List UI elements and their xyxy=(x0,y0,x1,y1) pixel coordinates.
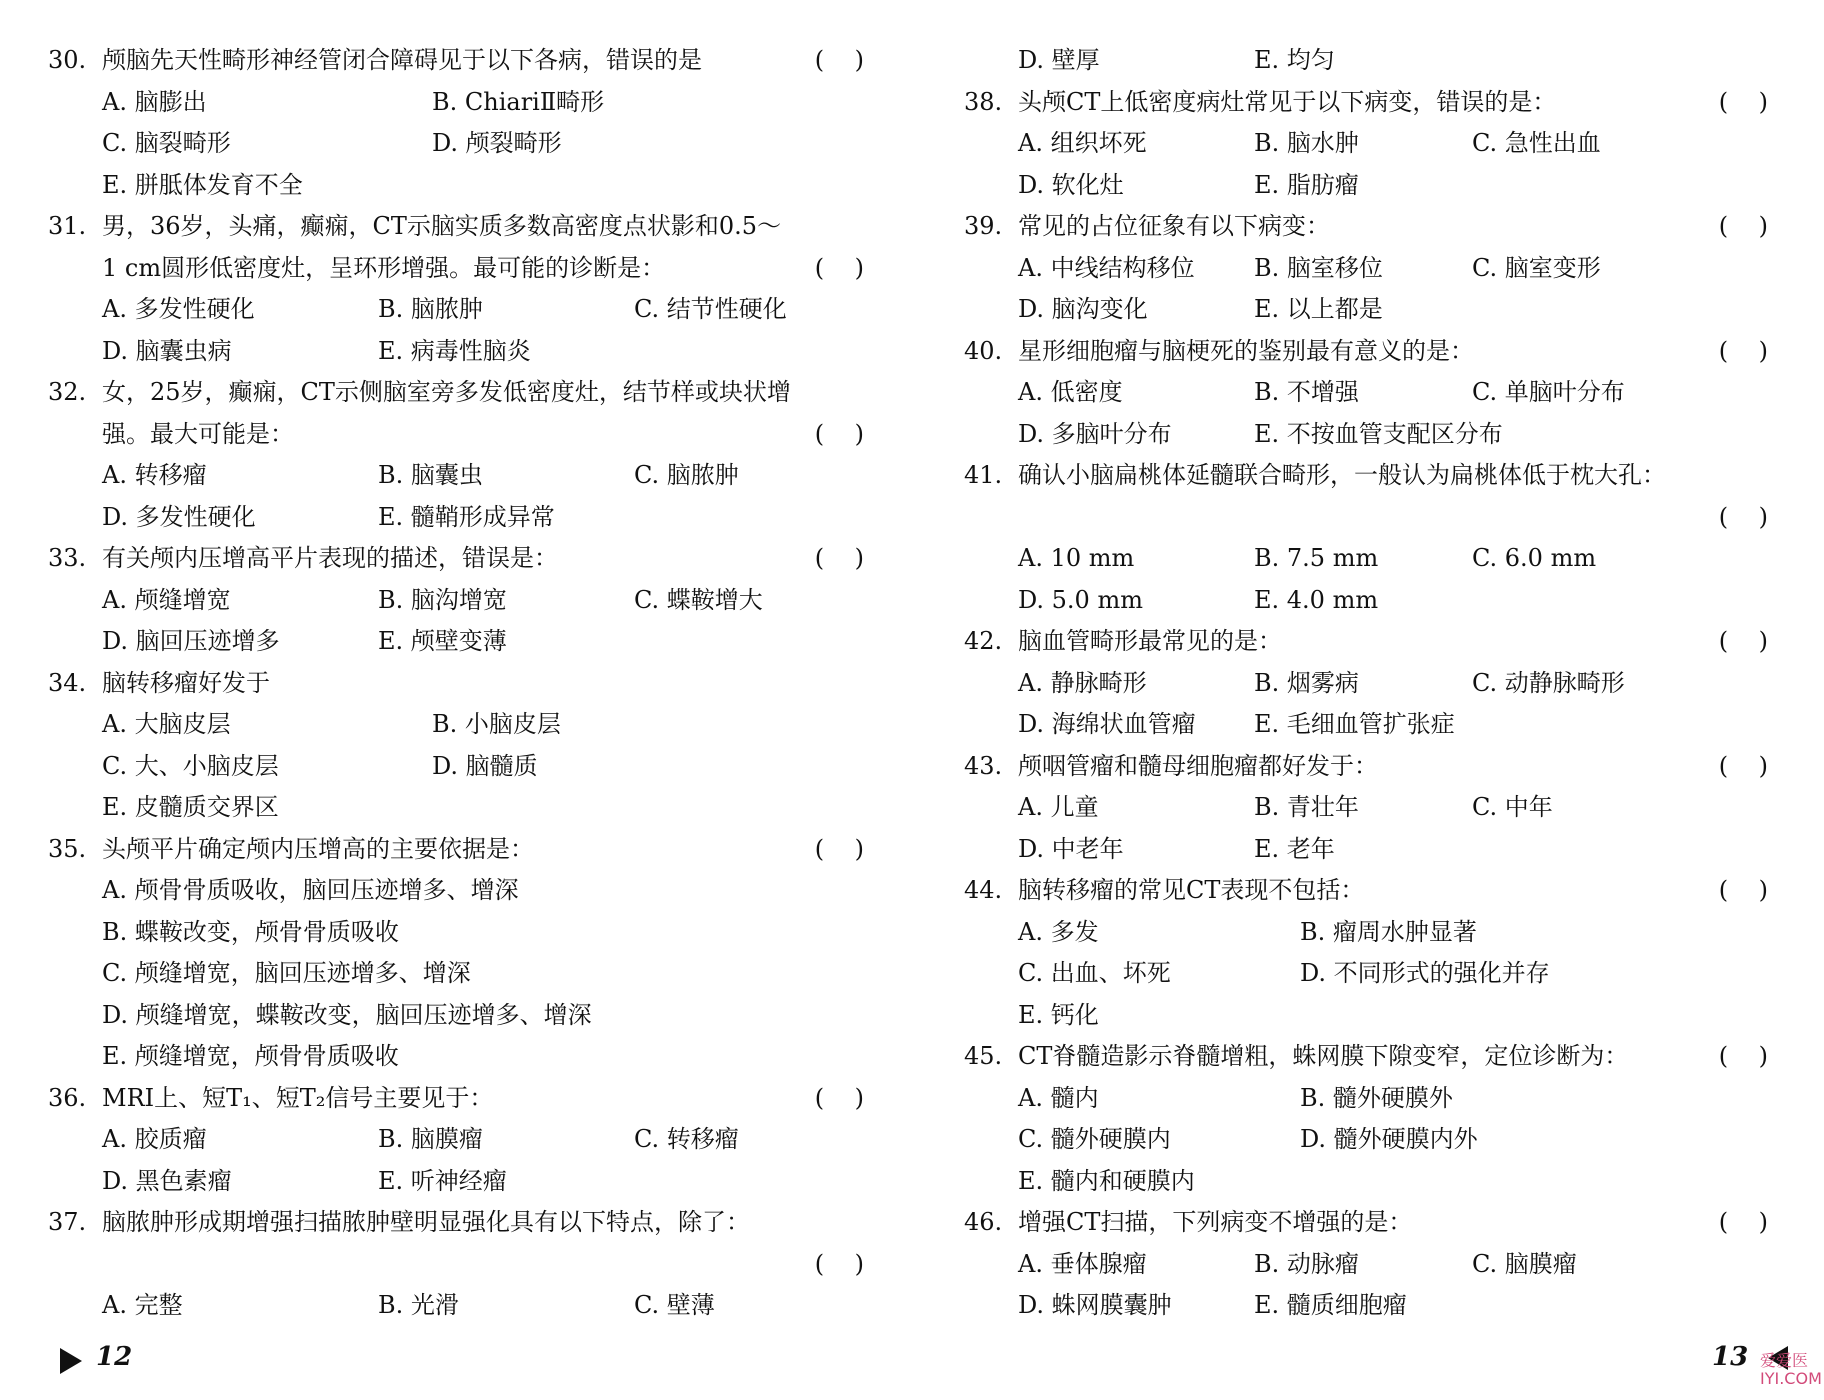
answer-option: E. 4.0 mm xyxy=(1254,585,1379,614)
answer-option: D. 多发性硬化 xyxy=(102,502,256,531)
options-line xyxy=(964,1161,1784,1203)
answer-option: B. 髓外硬膜外 xyxy=(1300,1083,1453,1112)
question-number: 45. xyxy=(964,1042,1003,1070)
question-number: 46. xyxy=(964,1208,1003,1236)
options-line xyxy=(48,870,888,912)
question-text: 头颅CT上低密度病灶常见于以下病变，错误的是： xyxy=(1018,87,1557,116)
options-line xyxy=(48,497,888,539)
options-line xyxy=(48,580,888,622)
options-line xyxy=(48,746,888,788)
answer-option: A. 转移瘤 xyxy=(102,461,207,489)
answer-option: B. 动脉瘤 xyxy=(1254,1249,1359,1278)
answer-option: B. 小脑皮层 xyxy=(432,710,561,738)
question-continuation xyxy=(48,1244,888,1286)
options-line xyxy=(964,289,1784,331)
options-line xyxy=(964,995,1784,1037)
options-line xyxy=(964,372,1784,414)
answer-option: A. 低密度 xyxy=(1018,378,1123,406)
answer-option: B. 光滑 xyxy=(378,1291,459,1319)
answer-option: B. 蝶鞍改变，颅骨骨质吸收 xyxy=(102,917,399,946)
answer-option: D. 软化灶 xyxy=(1018,170,1124,199)
answer-bracket: ( ) xyxy=(1718,751,1768,780)
answer-option: A. 中线结构移位 xyxy=(1018,253,1195,282)
question-line xyxy=(964,82,1784,124)
answer-bracket: ( ) xyxy=(1718,627,1768,655)
answer-option: C. 脑膜瘤 xyxy=(1472,1249,1577,1278)
options-line xyxy=(48,331,888,373)
answer-option: A. 完整 xyxy=(102,1291,183,1319)
answer-option: C. 脑室变形 xyxy=(1472,253,1601,282)
answer-bracket: ( ) xyxy=(1718,1042,1768,1070)
question-text: 女，25岁，癫痫，CT示侧脑室旁多发低密度灶，结节样或块状增 xyxy=(102,378,791,406)
question-number: 43. xyxy=(964,751,1003,780)
answer-bracket: ( ) xyxy=(1718,502,1768,531)
answer-option: A. 静脉畸形 xyxy=(1018,668,1147,697)
answer-option: A. 多发 xyxy=(1018,917,1099,946)
answer-option: C. 单脑叶分布 xyxy=(1472,378,1625,406)
options-line xyxy=(964,40,1784,82)
answer-option: A. 颅骨骨质吸收，脑回压迹增多、增深 xyxy=(102,876,519,904)
watermark-logo xyxy=(1760,1352,1822,1388)
answer-option: D. 脑回压迹增多 xyxy=(102,627,280,655)
answer-option: E. 病毒性脑炎 xyxy=(378,336,531,365)
answer-bracket: ( ) xyxy=(1718,876,1768,904)
answer-option: C. 动静脉畸形 xyxy=(1472,668,1625,697)
question-line xyxy=(48,829,888,871)
question-number: 33. xyxy=(48,544,87,572)
answer-option: D. 蛛网膜囊肿 xyxy=(1018,1291,1172,1319)
answer-option: E. 老年 xyxy=(1254,834,1335,863)
answer-bracket: ( ) xyxy=(1718,87,1768,116)
right-question-column xyxy=(964,40,1784,1327)
answer-option: C. 结节性硬化 xyxy=(634,295,787,323)
question-line xyxy=(964,331,1784,373)
answer-option: D. 脑髓质 xyxy=(432,751,538,780)
answer-option: E. 听神经瘤 xyxy=(378,1166,507,1195)
answer-option: B. 7.5 mm xyxy=(1254,544,1379,572)
answer-option: B. 青壮年 xyxy=(1254,793,1359,821)
options-line xyxy=(964,1119,1784,1161)
question-number: 39. xyxy=(964,212,1003,240)
answer-option: B. 脑水肿 xyxy=(1254,129,1359,157)
answer-option: D. 中老年 xyxy=(1018,834,1124,863)
question-continuation xyxy=(48,248,888,290)
options-line xyxy=(964,538,1784,580)
question-line xyxy=(48,1078,888,1120)
options-line xyxy=(964,912,1784,954)
answer-bracket: ( ) xyxy=(814,1249,864,1278)
answer-option: D. 海绵状血管瘤 xyxy=(1018,710,1196,738)
question-text: CT脊髓造影示脊髓增粗，蛛网膜下隙变窄，定位诊断为： xyxy=(1018,1042,1629,1070)
answer-option: B. 脑囊虫 xyxy=(378,461,483,489)
watermark-top: 爱爱医 xyxy=(1760,1351,1809,1370)
options-line xyxy=(964,663,1784,705)
options-line xyxy=(48,123,888,165)
question-line xyxy=(48,1202,888,1244)
question-number: 36. xyxy=(48,1083,87,1112)
answer-option: B. 烟雾病 xyxy=(1254,668,1359,697)
answer-option: E. 以上都是 xyxy=(1254,295,1383,323)
answer-option: B. 脑脓肿 xyxy=(378,295,483,323)
options-line xyxy=(48,289,888,331)
answer-option: B. 脑沟增宽 xyxy=(378,585,507,614)
options-line xyxy=(964,580,1784,622)
right-page xyxy=(912,0,1824,1400)
question-text: 脑转移瘤好发于 xyxy=(102,668,270,697)
question-text: 确认小脑扁桃体延髓联合畸形，一般认为扁桃体低于枕大孔： xyxy=(1018,461,1666,489)
answer-option: D. 脑沟变化 xyxy=(1018,295,1148,323)
answer-option: B. ChiariⅡ畸形 xyxy=(432,87,605,116)
options-line xyxy=(48,953,888,995)
options-line xyxy=(964,1285,1784,1327)
question-text: 强。最大可能是： xyxy=(102,419,294,448)
question-number: 32. xyxy=(48,378,87,406)
answer-option: D. 黑色素瘤 xyxy=(102,1166,232,1195)
answer-option: E. 脂肪瘤 xyxy=(1254,170,1359,199)
question-text: 脑转移瘤的常见CT表现不包括： xyxy=(1018,876,1365,904)
answer-option: C. 出血、坏死 xyxy=(1018,959,1171,987)
question-number: 42. xyxy=(964,627,1003,655)
question-continuation xyxy=(48,414,888,456)
question-text: 脑血管畸形最常见的是： xyxy=(1018,627,1282,655)
question-continuation xyxy=(964,497,1784,539)
options-line xyxy=(964,123,1784,165)
question-text: 男，36岁，头痛，癫痫，CT示脑实质多数高密度点状影和0.5～ xyxy=(102,212,782,240)
options-line xyxy=(48,1036,888,1078)
right-page-number: 13 xyxy=(1712,1342,1749,1372)
answer-option: E. 髓内和硬膜内 xyxy=(1018,1166,1195,1195)
answer-bracket: ( ) xyxy=(814,1083,864,1112)
question-line xyxy=(964,746,1784,788)
question-text: 1 cm圆形低密度灶，呈环形增强。最可能的诊断是： xyxy=(102,253,666,282)
answer-option: B. 脑室移位 xyxy=(1254,253,1383,282)
answer-option: C. 脑脓肿 xyxy=(634,461,739,489)
question-text: 星形细胞瘤与脑梗死的鉴别最有意义的是： xyxy=(1018,336,1474,365)
answer-option: C. 脑裂畸形 xyxy=(102,129,231,157)
options-line xyxy=(48,995,888,1037)
answer-option: C. 大、小脑皮层 xyxy=(102,751,279,780)
options-line xyxy=(964,414,1784,456)
answer-option: A. 颅缝增宽 xyxy=(102,585,231,614)
options-line xyxy=(964,953,1784,995)
question-line xyxy=(48,40,888,82)
question-text: 颅脑先天性畸形神经管闭合障碍见于以下各病，错误的是 xyxy=(102,46,702,74)
watermark-bottom: IYI.COM xyxy=(1760,1369,1822,1388)
options-line xyxy=(48,455,888,497)
question-line xyxy=(48,372,888,414)
answer-option: C. 中年 xyxy=(1472,793,1553,821)
answer-option: D. 5.0 mm xyxy=(1018,585,1143,614)
left-page-arrow-icon xyxy=(60,1348,82,1374)
options-line xyxy=(964,165,1784,207)
options-line xyxy=(48,1119,888,1161)
left-question-column xyxy=(48,40,888,1327)
options-line xyxy=(964,1078,1784,1120)
question-number: 38. xyxy=(964,87,1003,116)
answer-option: E. 颅缝增宽，颅骨骨质吸收 xyxy=(102,1042,399,1070)
answer-option: B. 不增强 xyxy=(1254,378,1359,406)
question-line xyxy=(964,1202,1784,1244)
options-line xyxy=(48,621,888,663)
question-number: 31. xyxy=(48,212,87,240)
question-line xyxy=(964,621,1784,663)
answer-bracket: ( ) xyxy=(814,46,864,74)
answer-bracket: ( ) xyxy=(1718,1208,1768,1236)
answer-option: A. 垂体腺瘤 xyxy=(1018,1249,1147,1278)
question-line xyxy=(964,455,1784,497)
answer-option: C. 蝶鞍增大 xyxy=(634,585,763,614)
left-page-number: 12 xyxy=(96,1342,133,1372)
answer-option: E. 不按血管支配区分布 xyxy=(1254,419,1503,448)
answer-option: E. 均匀 xyxy=(1254,46,1335,74)
answer-option: A. 胶质瘤 xyxy=(102,1125,207,1153)
question-number: 34. xyxy=(48,668,87,697)
answer-bracket: ( ) xyxy=(1718,336,1768,365)
question-line xyxy=(964,1036,1784,1078)
answer-option: A. 多发性硬化 xyxy=(102,295,255,323)
answer-option: A. 组织坏死 xyxy=(1018,129,1147,157)
question-number: 41. xyxy=(964,461,1003,489)
answer-bracket: ( ) xyxy=(814,419,864,448)
answer-option: D. 颅裂畸形 xyxy=(432,129,562,157)
answer-option: A. 儿童 xyxy=(1018,793,1099,821)
options-line xyxy=(48,165,888,207)
options-line xyxy=(48,82,888,124)
question-number: 44. xyxy=(964,876,1003,904)
options-line xyxy=(964,829,1784,871)
answer-option: E. 皮髓质交界区 xyxy=(102,793,279,821)
question-text: 常见的占位征象有以下病变： xyxy=(1018,212,1330,240)
question-number: 30. xyxy=(48,46,87,74)
answer-option: C. 壁薄 xyxy=(634,1291,715,1319)
options-line xyxy=(964,248,1784,290)
answer-option: D. 髓外硬膜内外 xyxy=(1300,1125,1478,1153)
question-text: MRI上、短T₁、短T₂信号主要见于： xyxy=(102,1083,494,1112)
options-line xyxy=(48,1285,888,1327)
answer-option: D. 不同形式的强化并存 xyxy=(1300,959,1550,987)
answer-option: E. 髓鞘形成异常 xyxy=(378,502,555,531)
answer-option: C. 转移瘤 xyxy=(634,1125,739,1153)
answer-option: A. 髓内 xyxy=(1018,1083,1099,1112)
answer-option: B. 脑膜瘤 xyxy=(378,1125,483,1153)
question-line xyxy=(964,206,1784,248)
answer-option: A. 大脑皮层 xyxy=(102,710,231,738)
answer-option: C. 急性出血 xyxy=(1472,129,1601,157)
question-text: 头颅平片确定颅内压增高的主要依据是： xyxy=(102,834,534,863)
answer-bracket: ( ) xyxy=(814,834,864,863)
answer-option: D. 多脑叶分布 xyxy=(1018,419,1172,448)
answer-option: C. 颅缝增宽，脑回压迹增多、增深 xyxy=(102,959,471,987)
answer-option: A. 10 mm xyxy=(1018,544,1135,572)
question-line xyxy=(964,870,1784,912)
question-line xyxy=(48,538,888,580)
question-line xyxy=(48,206,888,248)
answer-option: A. 脑膨出 xyxy=(102,87,207,116)
answer-bracket: ( ) xyxy=(814,253,864,282)
answer-bracket: ( ) xyxy=(814,544,864,572)
answer-option: E. 颅壁变薄 xyxy=(378,627,507,655)
answer-option: E. 毛细血管扩张症 xyxy=(1254,710,1455,738)
answer-option: E. 胼胝体发育不全 xyxy=(102,170,303,199)
question-number: 37. xyxy=(48,1208,87,1236)
answer-option: C. 6.0 mm xyxy=(1472,544,1597,572)
answer-option: E. 髓质细胞瘤 xyxy=(1254,1291,1407,1319)
options-line xyxy=(48,912,888,954)
question-text: 有关颅内压增高平片表现的描述，错误是： xyxy=(102,544,558,572)
answer-option: C. 髓外硬膜内 xyxy=(1018,1125,1171,1153)
question-text: 脑脓肿形成期增强扫描脓肿壁明显强化具有以下特点，除了： xyxy=(102,1208,750,1236)
answer-bracket: ( ) xyxy=(1718,212,1768,240)
answer-option: E. 钙化 xyxy=(1018,1000,1099,1029)
options-line xyxy=(48,787,888,829)
answer-option: D. 颅缝增宽，蝶鞍改变，脑回压迹增多、增深 xyxy=(102,1000,592,1029)
answer-option: D. 壁厚 xyxy=(1018,46,1100,74)
question-text: 增强CT扫描，下列病变不增强的是： xyxy=(1018,1208,1413,1236)
options-line xyxy=(964,704,1784,746)
question-number: 35. xyxy=(48,834,87,863)
question-line xyxy=(48,663,888,705)
options-line xyxy=(48,1161,888,1203)
question-number: 40. xyxy=(964,336,1003,365)
question-text: 颅咽管瘤和髓母细胞瘤都好发于： xyxy=(1018,751,1378,780)
options-line xyxy=(48,704,888,746)
answer-option: B. 瘤周水肿显著 xyxy=(1300,917,1477,946)
answer-option: D. 脑囊虫病 xyxy=(102,336,232,365)
options-line xyxy=(964,787,1784,829)
options-line xyxy=(964,1244,1784,1286)
